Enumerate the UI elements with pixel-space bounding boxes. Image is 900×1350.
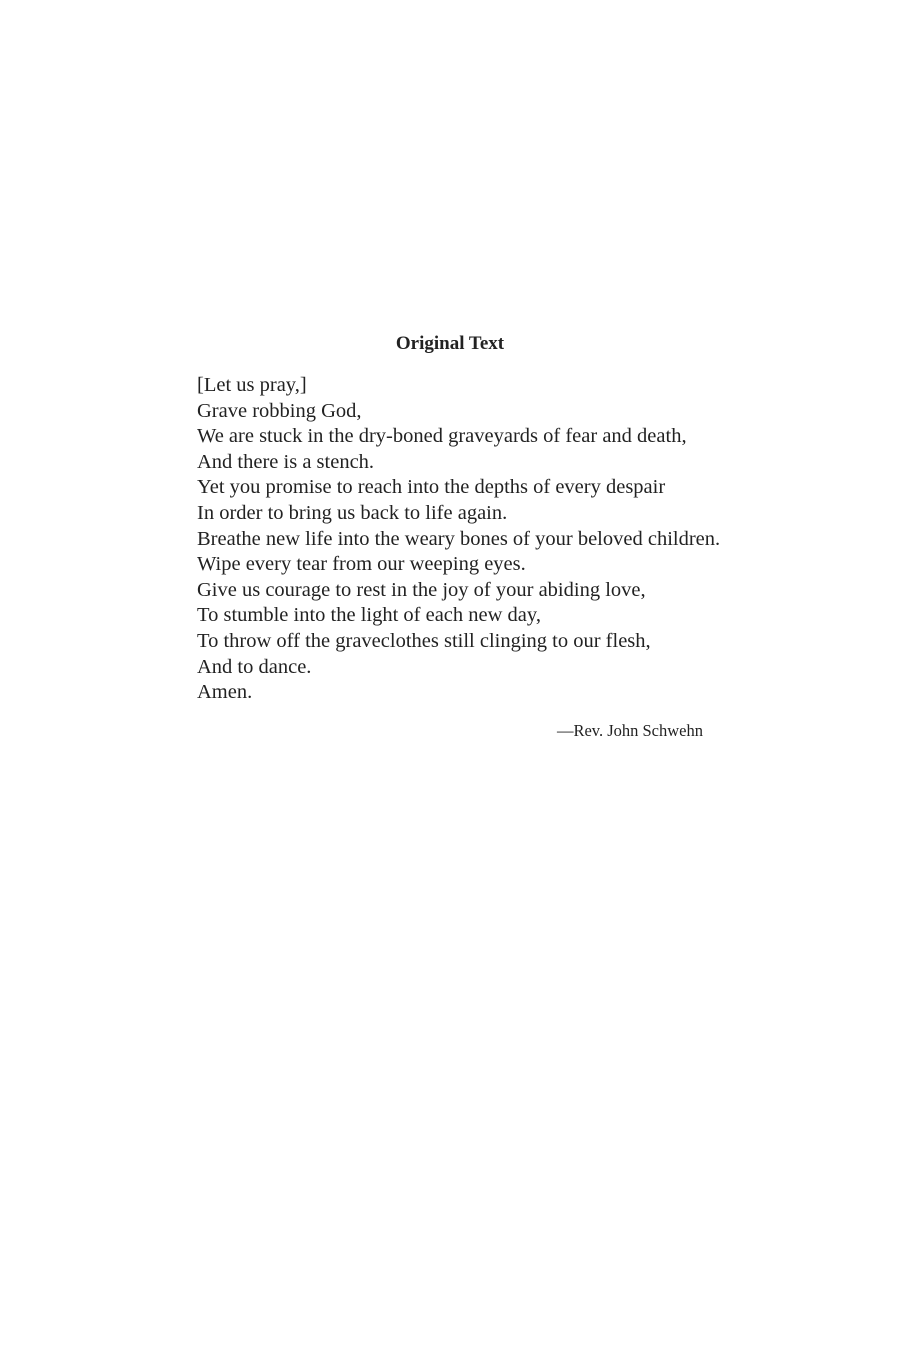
prayer-line: Amen.	[197, 681, 253, 704]
prayer-line: Wipe every tear from our weeping eyes.	[197, 553, 526, 576]
prayer-line: In order to bring us back to life again.	[197, 501, 508, 524]
prayer-text	[197, 373, 757, 706]
prayer-line: Grave robbing God,	[197, 399, 362, 422]
prayer-line: Breathe new life into the weary bones of your beloved children.	[197, 527, 721, 550]
author-attribution: —Rev. John Schwehn	[556, 721, 703, 740]
prayer-line: And to dance.	[197, 655, 312, 678]
prayer-line: [Let us pray,]	[197, 374, 307, 396]
prayer-line: Yet you promise to reach into the depths of every despair	[197, 476, 666, 499]
prayer-line: We are stuck in the dry-boned graveyards of fear and death,	[197, 425, 687, 448]
prayer-line: To throw off the graveclothes still clinging to our flesh,	[197, 629, 651, 652]
prayer-line: To stumble into the light of each new day,	[197, 604, 541, 627]
prayer-line: Give us courage to rest in the joy of your abiding love,	[197, 578, 646, 601]
prayer-line: And there is a stench.	[197, 450, 375, 473]
section-heading: Original Text	[395, 333, 505, 354]
